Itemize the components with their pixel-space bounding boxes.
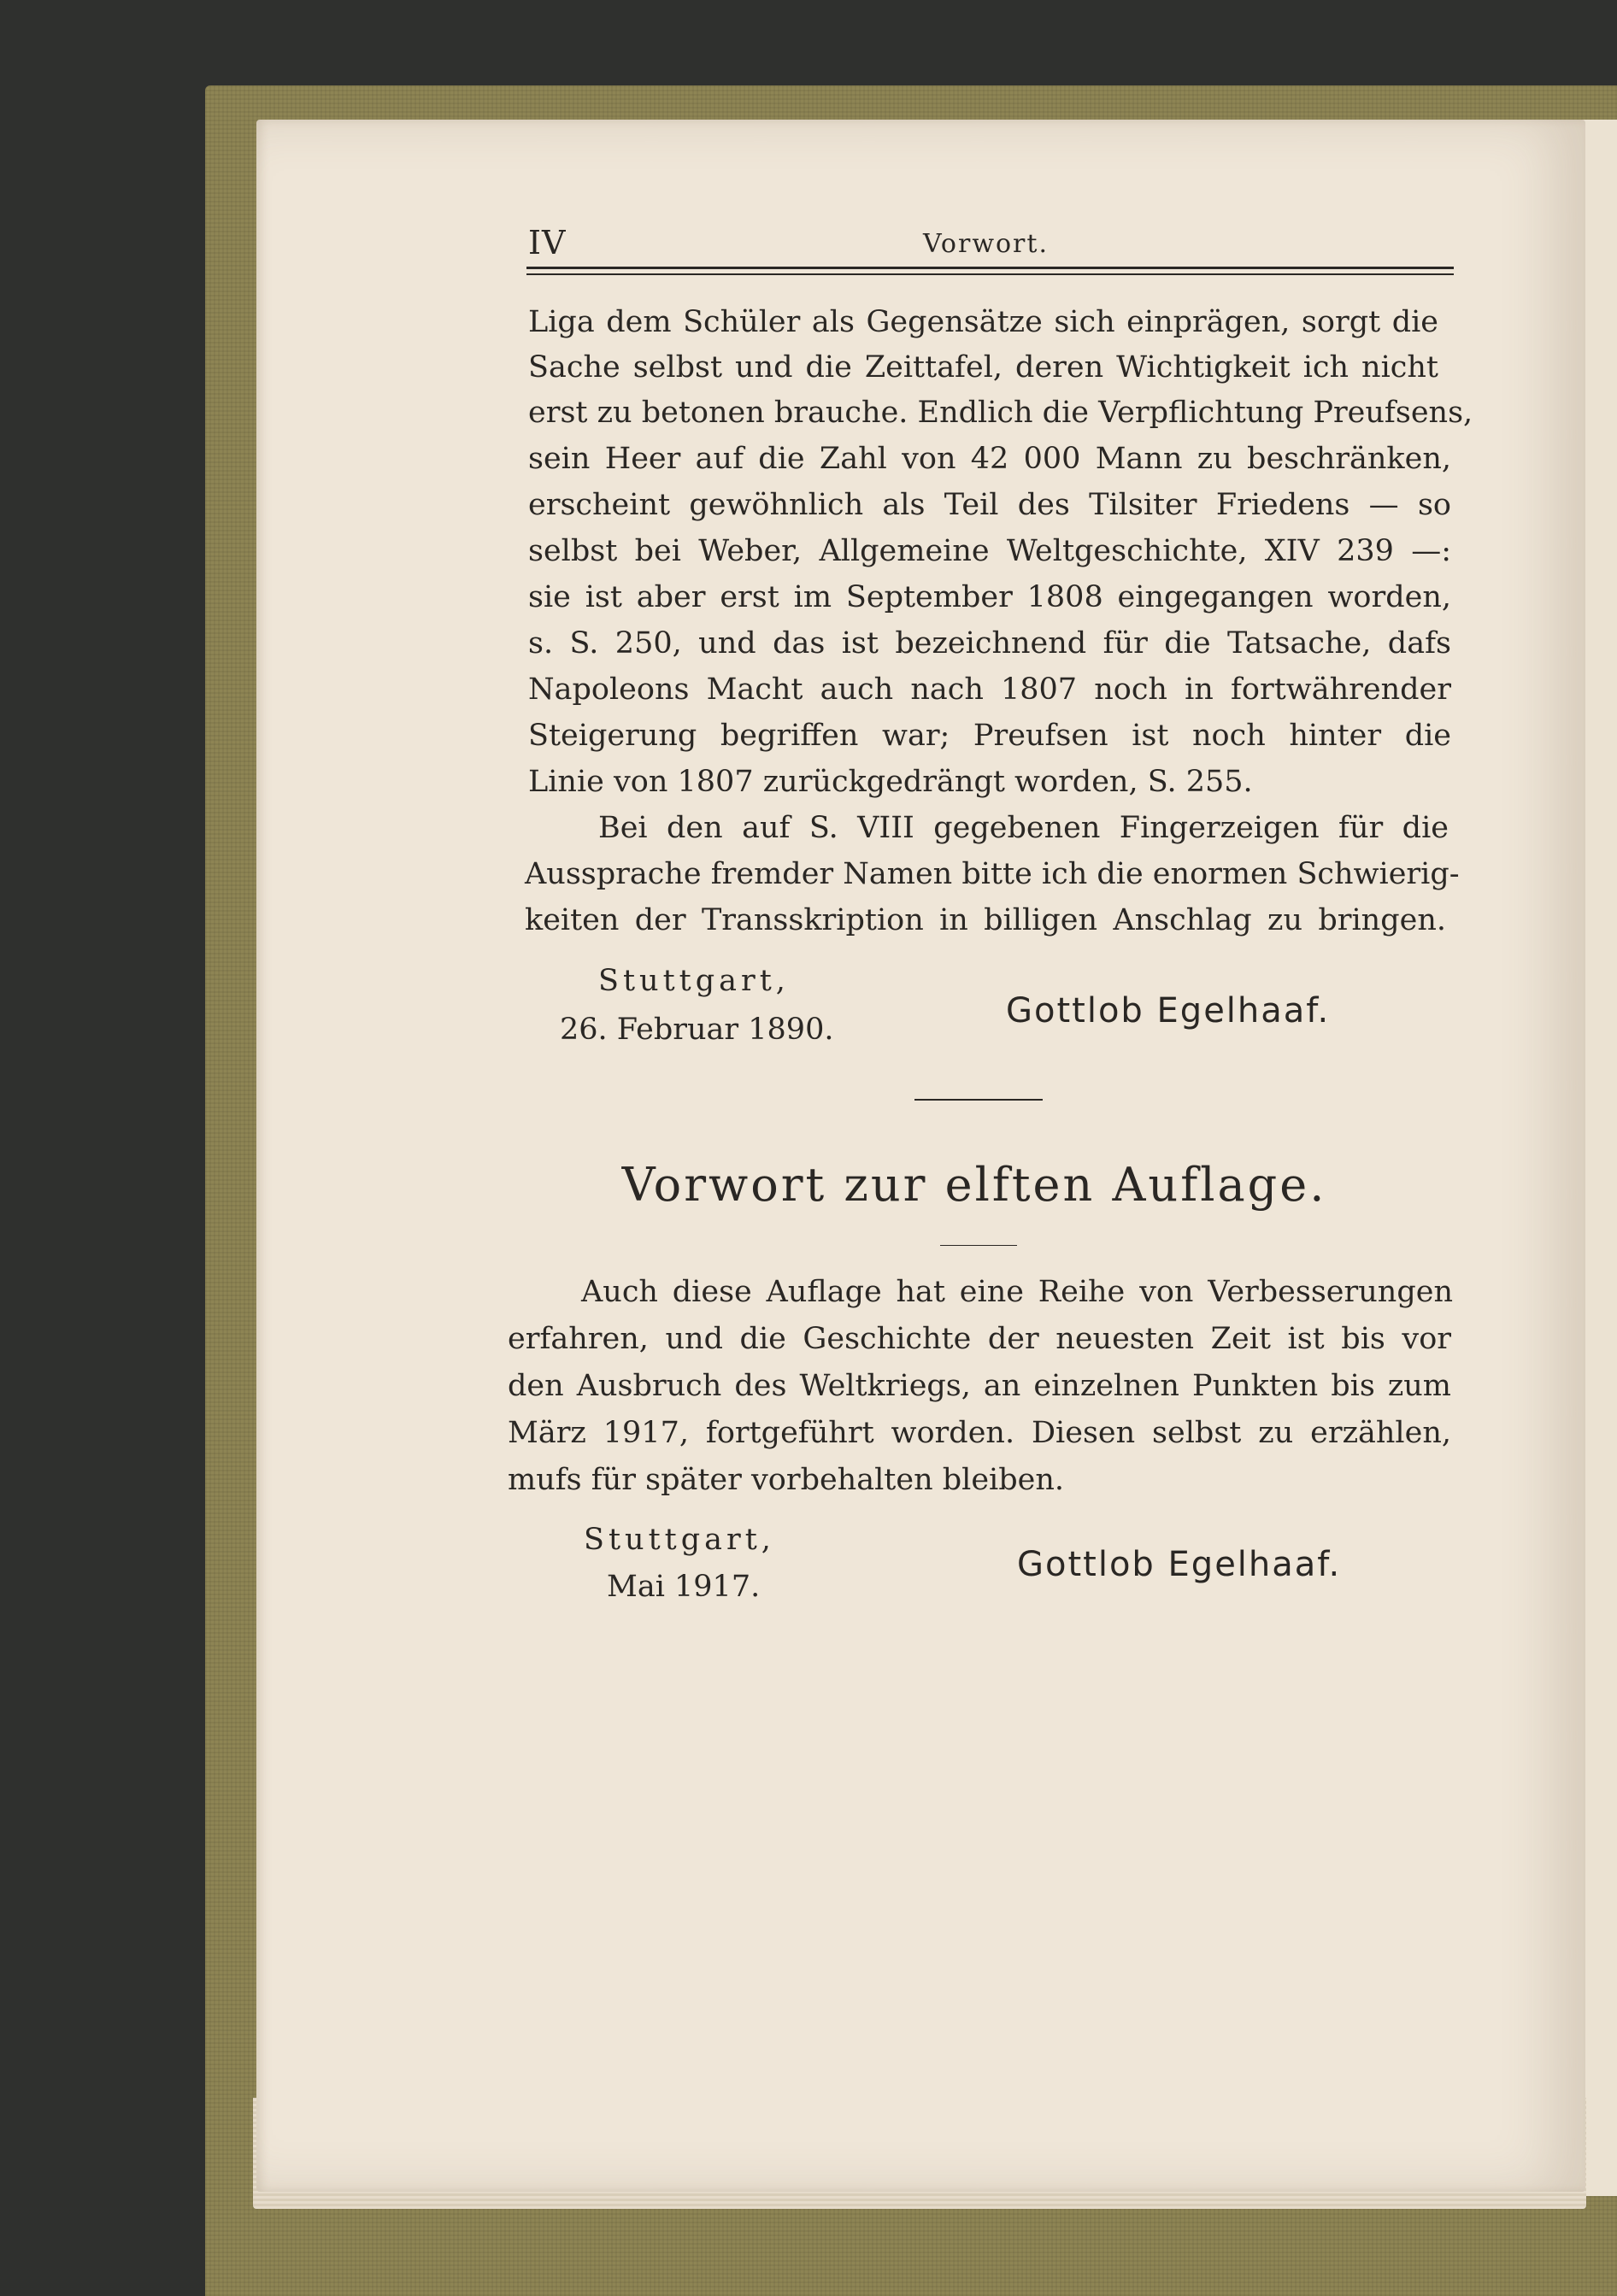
body-line: sein Heer auf die Zahl von 42 000 Mann zu beschränken, xyxy=(528,442,1451,476)
header-rule xyxy=(526,273,1454,275)
signature-date: 26. Februar 1890. xyxy=(560,1013,834,1047)
body-line: Aussprache fremder Namen bitte ich die enormen Schwierig- xyxy=(525,857,1460,891)
section-line: erfahren, und die Geschichte der neuesten Zeit ist bis vor xyxy=(508,1322,1451,1356)
body-line: Bei den auf S. VIII gegebenen Fingerzeigen für die xyxy=(598,811,1449,845)
section-line: den Ausbruch des Weltkriegs, an einzelnen Punkten bis zum xyxy=(508,1369,1451,1403)
section-line: März 1917, fortgeführt worden. Diesen selbst zu erzählen, xyxy=(508,1416,1451,1450)
body-line: erst zu betonen brauche. Endlich die Verpflichtung Preufsens, xyxy=(528,396,1473,430)
body-line: Steigerung begriffen war; Preufsen ist noch hinter die xyxy=(528,719,1451,753)
signature-name: Gottlob Egelhaaf. xyxy=(1017,1545,1342,1584)
header-rule xyxy=(526,267,1454,269)
section-divider xyxy=(940,1245,1017,1246)
body-line: s. S. 250, und das ist bezeichnend für die Tatsache, dafs xyxy=(528,626,1451,661)
signature-place: Stuttgart, xyxy=(598,964,790,998)
body-line: selbst bei Weber, Allgemeine Weltgeschichte, XIV 239 —: xyxy=(528,534,1451,568)
book-page xyxy=(256,120,1585,2192)
body-line: erscheint gewöhnlich als Teil des Tilsiter Friedens — so xyxy=(528,488,1451,522)
signature-date: Mai 1917. xyxy=(607,1570,761,1604)
body-line: sie ist aber erst im September 1808 eingegangen worden, xyxy=(528,580,1451,614)
section-line: Auch diese Auflage hat eine Reihe von Verbesserungen xyxy=(581,1275,1453,1309)
body-line: keiten der Transskription in billigen Anschlag zu bringen. xyxy=(525,903,1446,937)
signature-place: Stuttgart, xyxy=(584,1523,775,1557)
body-line: Liga dem Schüler als Gegensätze sich einprägen, sorgt die xyxy=(528,305,1438,339)
section-line: mufs für später vorbehalten bleiben. xyxy=(508,1463,1065,1497)
body-line: Napoleons Macht auch nach 1807 noch in fortwährender xyxy=(528,672,1451,707)
section-divider xyxy=(914,1099,1043,1101)
signature-name: Gottlob Egelhaaf. xyxy=(1006,991,1331,1031)
section-title: Vorwort zur elften Auflage. xyxy=(621,1158,1327,1212)
page-number: IV xyxy=(528,224,567,261)
body-line: Sache selbst und die Zeittafel, deren Wichtigkeit ich nicht xyxy=(528,350,1438,385)
body-line: Linie von 1807 zurückgedrängt worden, S. 255. xyxy=(528,765,1253,799)
running-title: Vorwort. xyxy=(923,229,1049,259)
